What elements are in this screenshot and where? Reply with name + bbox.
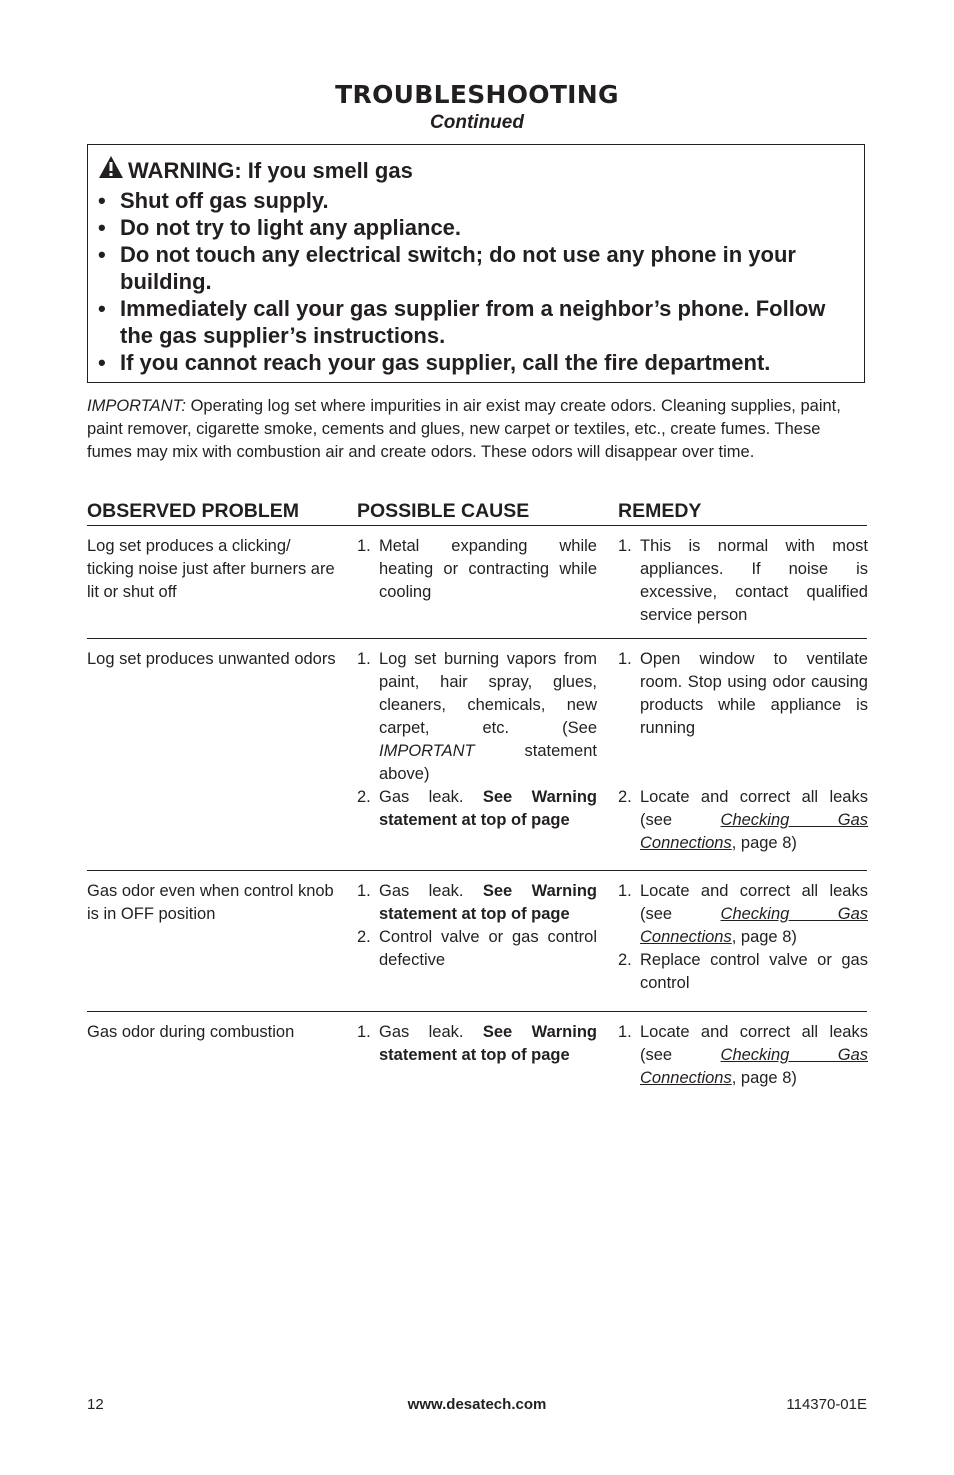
warning-item: • Do not touch any electrical switch; do not use any phone in your building. [98,242,796,294]
warning-item: • Do not try to light any appliance. [98,215,462,240]
remedy-item: 1. This is normal with most appliances. If noise is excessive, contact qualified service person [618,537,868,624]
checking-gas-connections-link[interactable]: Checking Gas Connections [640,905,868,946]
cause-item: 1. Metal expanding while heating or contracting while cooling [357,537,597,601]
important-note [87,395,867,464]
document-number: 114370-01E [786,1396,867,1413]
table-row [87,1012,867,1102]
warning-box [87,144,865,383]
page-number: 12 [87,1396,104,1413]
cause-cell [357,880,597,972]
important-lead: IMPORTANT: [87,397,186,415]
cause-item: 2. Control valve or gas control defective [357,928,597,969]
remedy-item: 1. Locate and correct all leaks (see Checking Gas Connections, page 8) [618,882,868,946]
header-observed-problem: OBSERVED PROBLEM [87,500,300,522]
problem-cell: Gas odor even when control knob is in OFF position [87,882,334,923]
cause-item: 1. Gas leak. See Warning statement at top of page [357,882,597,923]
remedy-cell [618,880,868,995]
cause-cell [357,1021,597,1067]
table-row [87,871,867,1012]
important-text: Operating log set where impurities in air exist may create odors. Cleaning supplies, paint, paint remover, cigarette smoke, cements and glues, new carpet or textiles, etc., create fumes. These fumes may mix with combustion air and create odors. These odors will disappear over time. [87,397,841,461]
cause-item: 1. Gas leak. See Warning statement at top of page [357,1023,597,1064]
checking-gas-connections-link[interactable]: Checking Gas Connections [640,811,868,852]
table-header [87,498,867,526]
warning-item: • Shut off gas supply. [98,188,329,213]
cause-item: 2. Gas leak. See Warning statement at top of page [357,788,597,829]
header-remedy: REMEDY [618,500,702,522]
warning-item: • If you cannot reach your gas supplier, call the fire department. [98,350,771,375]
problem-cell: Log set produces a clicking/ ticking noise just after burners are lit or shut off [87,537,335,601]
remedy-cell [618,648,868,855]
cause-cell [357,648,597,832]
page-title: TROUBLESHOOTING [335,80,619,109]
website-link[interactable]: www.desatech.com [407,1396,547,1413]
table-row [87,639,867,871]
problem-cell: Gas odor during combustion [87,1023,295,1041]
header-possible-cause: POSSIBLE CAUSE [357,500,530,522]
remedy-item: 2. Locate and correct all leaks (see Checking Gas Connections, page 8) [618,788,868,852]
troubleshooting-table [87,498,867,1102]
remedy-item: 1. Locate and correct all leaks (see Checking Gas Connections, page 8) [618,1023,868,1087]
page-subtitle: Continued [430,112,524,133]
problem-cell: Log set produces unwanted odors [87,650,336,668]
cause-item: 1. Log set burning vapors from paint, hair spray, glues, cleaners, chemicals, new carpet, etc. (See IMPORTANT statement above) [357,650,597,783]
warning-item: • Immediately call your gas supplier from a neighbor’s phone. Follow the gas supplier’s instructions. [98,296,826,348]
remedy-item: 2. Replace control valve or gas control [618,951,868,992]
warning-list [96,187,858,376]
warning-heading [98,155,413,185]
remedy-cell [618,1021,868,1090]
table-row [87,526,867,639]
cause-cell [357,535,597,604]
warning-triangle-icon [98,155,128,185]
checking-gas-connections-link[interactable]: Checking Gas Connections [640,1046,868,1087]
remedy-cell [618,535,868,627]
remedy-item: 1. Open window to ventilate room. Stop using odor causing products while appliance is running [618,650,868,737]
warning-heading-text: WARNING: If you smell gas [128,157,413,183]
